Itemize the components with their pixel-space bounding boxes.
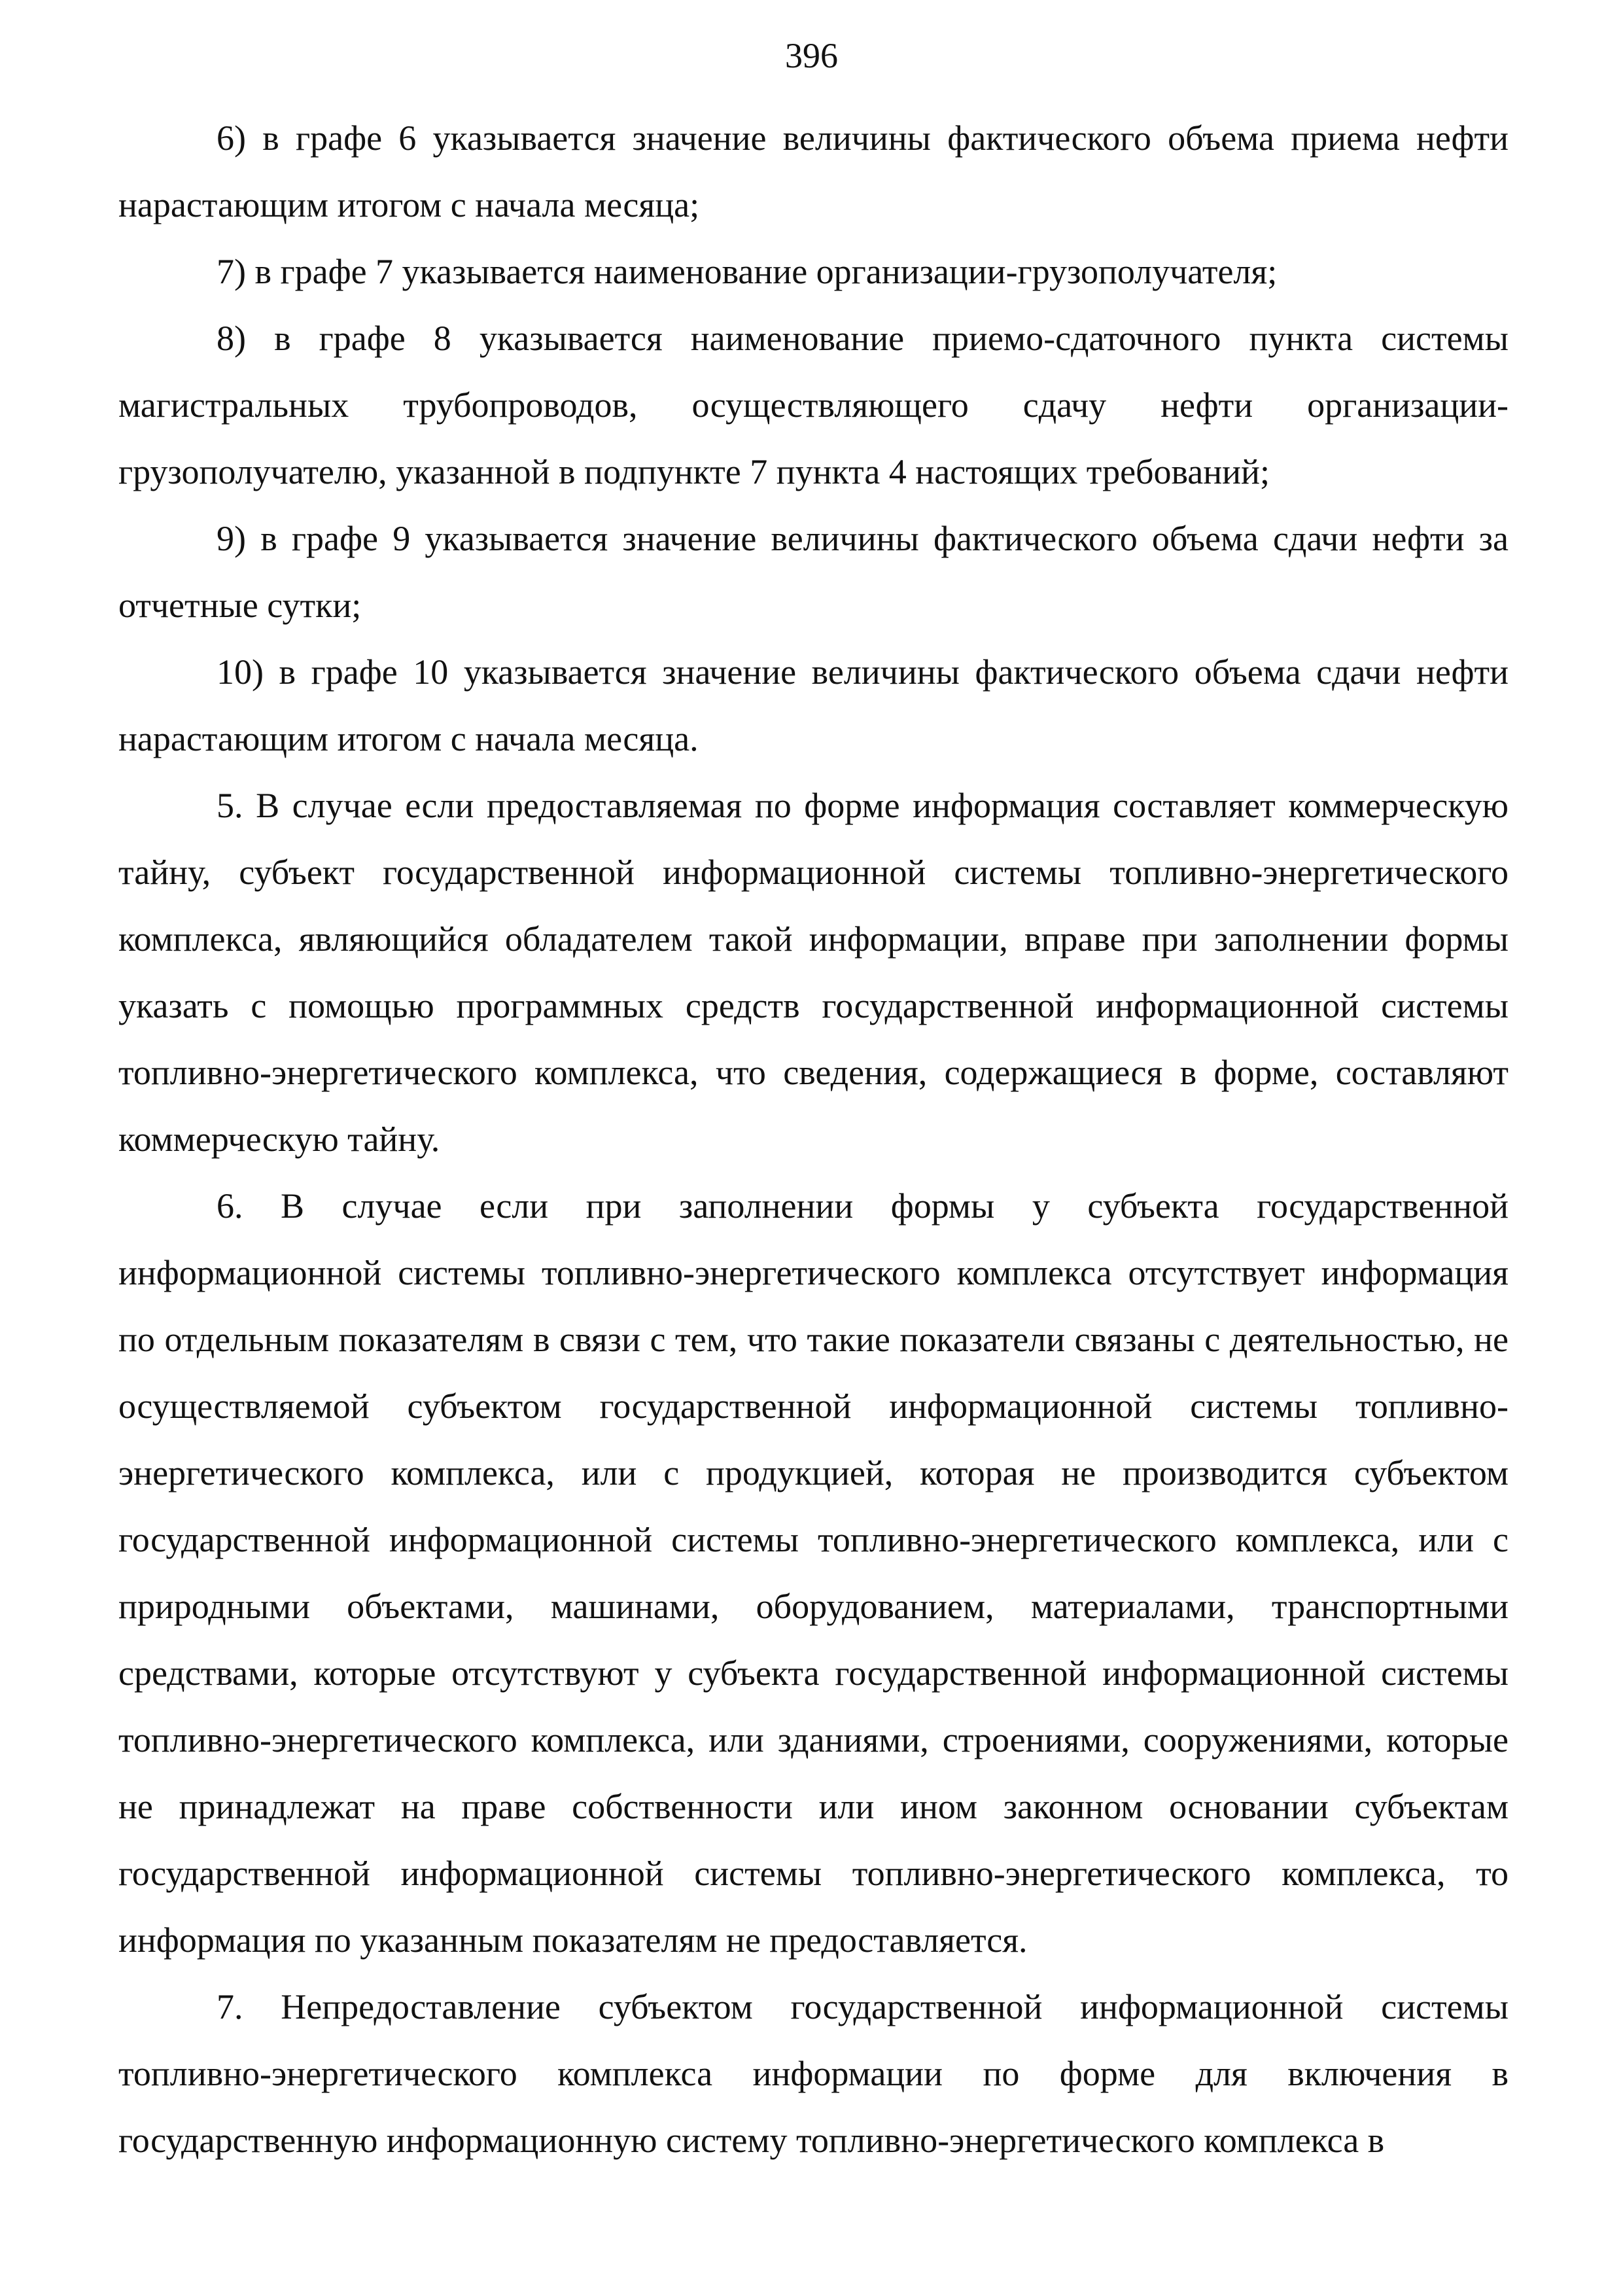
paragraph-item-9: 9) в графе 9 указывается значение величины фактического объема сдачи нефти за отчетные сутки; xyxy=(118,519,1509,625)
paragraph-section-7: 7. Непредоставление субъектом государственной информационной системы топливно-энергетического комплекса информации по форме для включения в государственную информационную систему топливно-энергетического комплекса в xyxy=(118,1987,1509,2160)
paragraph-section-6: 6. В случае если при заполнении формы у субъекта государственной информационной системы топливно-энергетического комплекса отсутствует информация по отдельным показателям в связи с тем, что такие показатели связаны с деятельностью, не осуществляемой субъектом государственной информационной системы топливно-энергетического комплекса, или с продукцией, которая не производится субъектом государственной информационной системы топливно-энергетического комплекса, или с природными объектами, машинами, оборудованием, материалами, транспортными средствами, которые отсутствуют у субъекта государственной информационной системы топливно-энергетического комплекса, или зданиями, строениями, сооружениями, которые не принадлежат на праве собственности или ином законном основании субъектам государственной информационной системы топливно-энергетического комплекса, то информация по указанным показателям не предоставляется. xyxy=(118,1186,1509,1960)
page-number: 396 xyxy=(785,36,838,75)
paragraph-section-5: 5. В случае если предоставляемая по форме информация составляет коммерческую тайну, субъект государственной информационной системы топливно-энергетического комплекса, являющийся обладателем такой информации, вправе при заполнении формы указать с помощью программных средств государственной информационной системы топливно-энергетического комплекса, что сведения, содержащиеся в форме, составляют коммерческую тайну. xyxy=(118,786,1509,1159)
paragraph-item-7: 7) в графе 7 указывается наименование организации-грузополучателя; xyxy=(217,252,1278,291)
document-body xyxy=(118,105,1509,2174)
paragraph-item-8: 8) в графе 8 указывается наименование приемо-сдаточного пункта системы магистральных трубопроводов, осуществляющего сдачу нефти организации-грузополучателю, указанной в подпункте 7 пункта 4 настоящих требований; xyxy=(118,319,1509,491)
paragraph-item-6: 6) в графе 6 указывается значение величины фактического объема приема нефти нарастающим итогом с начала месяца; xyxy=(118,118,1509,224)
paragraph-item-10: 10) в графе 10 указывается значение величины фактического объема сдачи нефти нарастающим итогом с начала месяца. xyxy=(118,652,1509,758)
